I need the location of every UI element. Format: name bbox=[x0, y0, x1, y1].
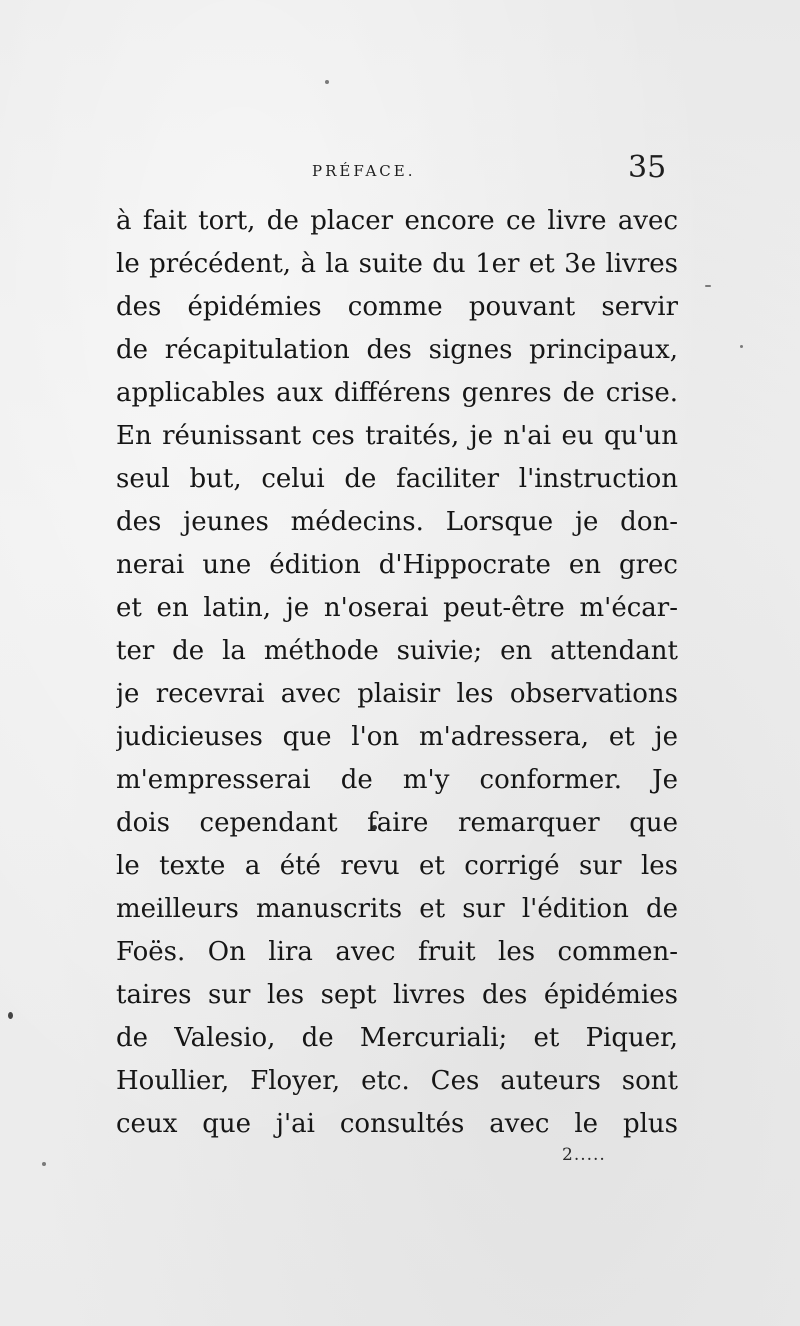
text-line: je recevrai avec plaisir les observations bbox=[116, 679, 678, 709]
text-line: ter de la méthode suivie; en attendant bbox=[116, 636, 678, 666]
text-line: taires sur les sept livres des épidémies bbox=[116, 980, 678, 1010]
text-line: seul but, celui de faciliter l'instruction bbox=[116, 464, 678, 494]
paper-speck bbox=[740, 345, 743, 348]
text-line: m'empresserai de m'y conformer. Je bbox=[116, 765, 678, 795]
text-line: ceux que j'ai consultés avec le plus bbox=[116, 1109, 678, 1139]
body-text bbox=[116, 200, 678, 1146]
text-line: dois cependant faire remarquer que bbox=[116, 808, 678, 838]
text-line: le précédent, à la suite du 1er et 3e livres bbox=[116, 249, 678, 279]
paper-speck bbox=[42, 1162, 46, 1166]
paper-speck bbox=[325, 80, 329, 84]
text-line: nerai une édition d'Hippocrate en grec bbox=[116, 550, 678, 580]
text-line: des jeunes médecins. Lorsque je don- bbox=[116, 507, 678, 537]
paper-speck bbox=[8, 1012, 13, 1019]
paper-speck bbox=[705, 285, 711, 287]
text-line: des épidémies comme pouvant servir bbox=[116, 292, 678, 322]
text-line: de récapitulation des signes principaux, bbox=[116, 335, 678, 365]
text-line: applicables aux différens genres de crise. bbox=[116, 378, 678, 408]
catchword: 2..... bbox=[562, 1145, 606, 1165]
running-head bbox=[0, 150, 800, 196]
text-line: à fait tort, de placer encore ce livre avec bbox=[116, 206, 678, 236]
running-head-title: PRÉFACE. bbox=[312, 162, 416, 180]
text-line: et en latin, je n'oserai peut-être m'écar- bbox=[116, 593, 678, 623]
text-line: de Valesio, de Mercuriali; et Piquer, bbox=[116, 1023, 678, 1053]
text-line: En réunissant ces traités, je n'ai eu qu'un bbox=[116, 421, 678, 451]
text-line: judicieuses que l'on m'adressera, et je bbox=[116, 722, 678, 752]
text-line: Houllier, Floyer, etc. Ces auteurs sont bbox=[116, 1066, 678, 1096]
page-number: 35 bbox=[628, 150, 667, 185]
text-line: meilleurs manuscrits et sur l'édition de bbox=[116, 894, 678, 924]
text-line: Foës. On lira avec fruit les commen- bbox=[116, 937, 678, 967]
text-line: le texte a été revu et corrigé sur les bbox=[116, 851, 678, 881]
